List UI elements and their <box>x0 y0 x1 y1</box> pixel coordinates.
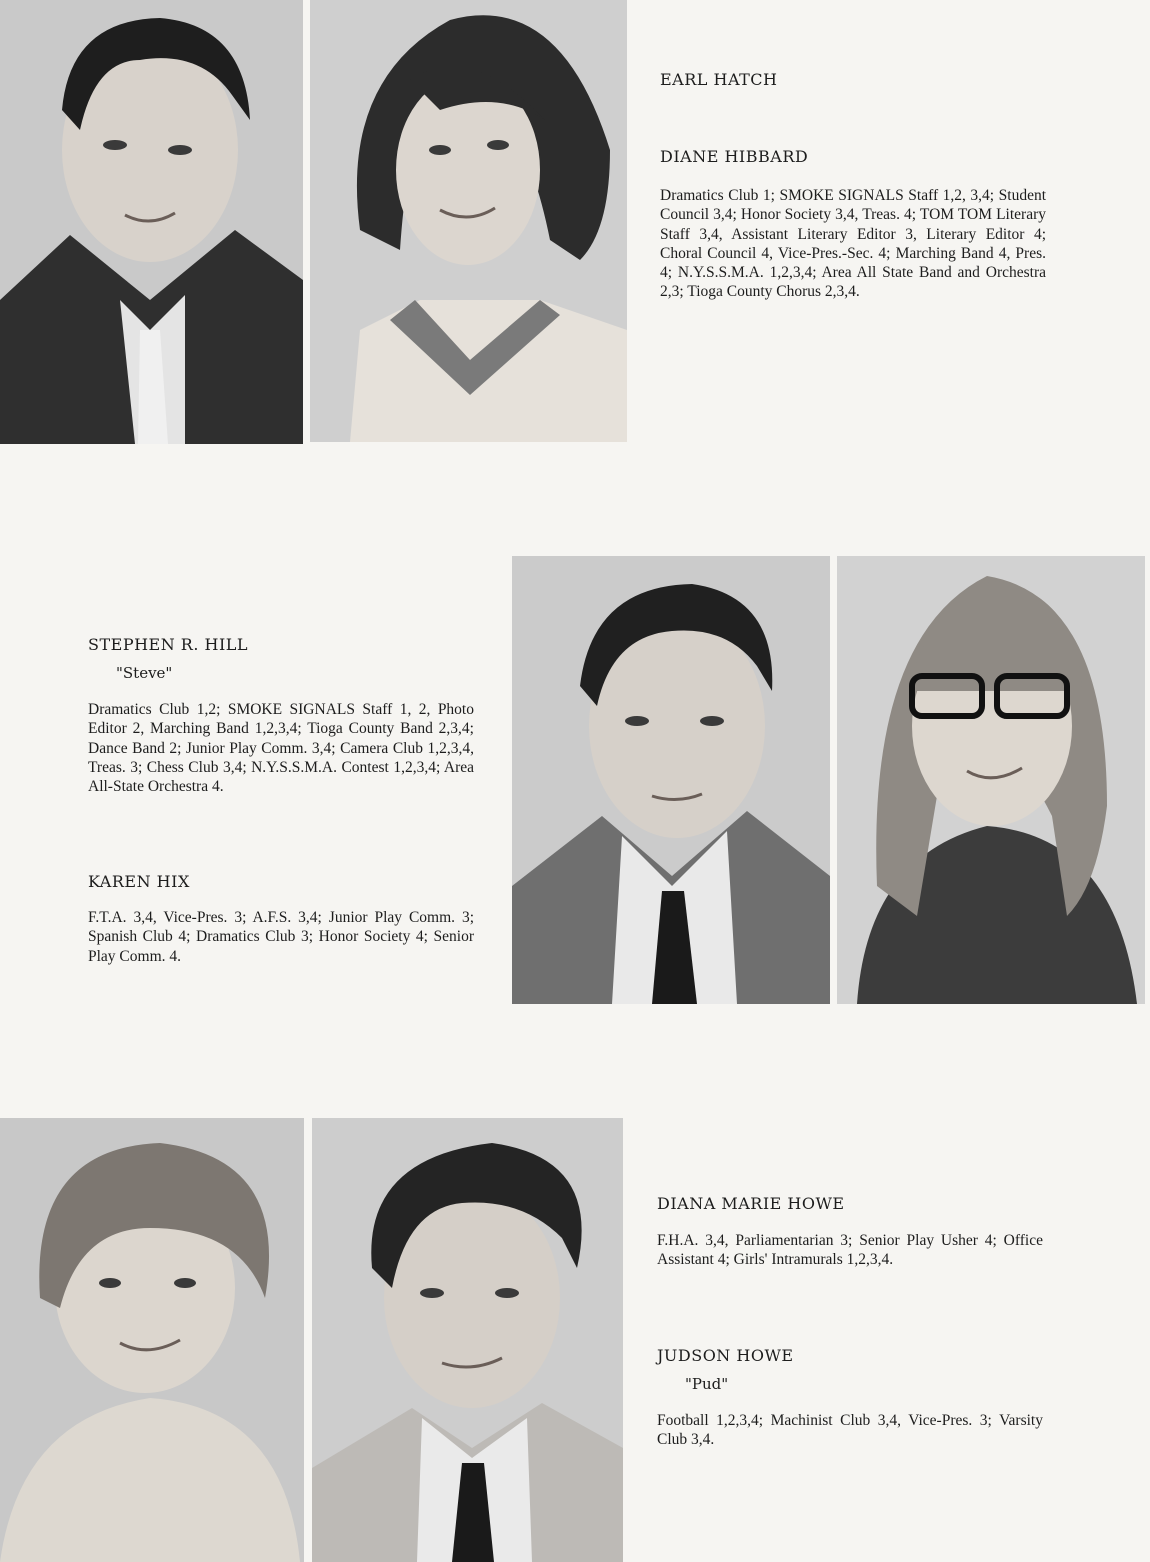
student-activities-judson-howe: Football 1,2,3,4; Machinist Club 3,4, Vice-Pres. 3; Varsity Club 3,4. <box>657 1412 1043 1449</box>
student-name-diana-howe: DIANA MARIE HOWE <box>657 1194 845 1213</box>
portrait-diane-hibbard <box>310 0 627 442</box>
portrait-judson-howe <box>312 1118 623 1562</box>
portrait-diana-howe <box>0 1118 304 1562</box>
student-activities-stephen-hill: Dramatics Club 1,2; SMOKE SIGNALS Staff 1, 2, Photo Editor 2, Marching Band 1,2,3,4; Tioga County Band 2,3,4; Dance Band 2; Junior Play Comm. 3,4; Camera Club 1,2,3,4, Treas. 3; Chess Club 3,4; N.Y.S.S.M.A. Contest 1,2,3,4; Area All-State Orchestra 4. <box>88 701 474 796</box>
student-name-karen-hix: KAREN HIX <box>88 872 190 891</box>
student-name-stephen-hill: STEPHEN R. HILL <box>88 635 249 654</box>
student-nickname-stephen-hill: "Steve" <box>116 664 173 682</box>
student-activities-diana-howe: F.H.A. 3,4, Parliamentarian 3; Senior Play Usher 4; Office Assistant 4; Girls' Intramurals 1,2,3,4. <box>657 1232 1043 1269</box>
student-name-judson-howe: JUDSON HOWE <box>657 1346 794 1365</box>
student-activities-diane-hibbard: Dramatics Club 1; SMOKE SIGNALS Staff 1,2, 3,4; Student Council 3,4; Honor Society 3,4, Treas. 4; TOM TOM Literary Staff 3,4, Assistant Literary Editor 3, Literary Editor 4; Choral Council 4, Vice-Pres.-Sec. 4; Marching Band 4, Pres. 4; N.Y.S.S.M.A. 1,2,3,4; Area All State Band and Orchestra 2,3; Tioga County Chorus 2,3,4. <box>660 187 1046 301</box>
student-activities-karen-hix: F.T.A. 3,4, Vice-Pres. 3; A.F.S. 3,4; Junior Play Comm. 3; Spanish Club 4; Dramatics Club 3; Honor Society 4; Senior Play Comm. 4. <box>88 909 474 965</box>
student-name-earl-hatch: EARL HATCH <box>660 70 778 89</box>
student-nickname-judson-howe: "Pud" <box>685 1375 729 1393</box>
portrait-stephen-hill <box>512 556 830 1004</box>
student-name-diane-hibbard: DIANE HIBBARD <box>660 147 809 166</box>
portrait-earl-hatch <box>0 0 303 444</box>
portrait-karen-hix <box>837 556 1145 1004</box>
